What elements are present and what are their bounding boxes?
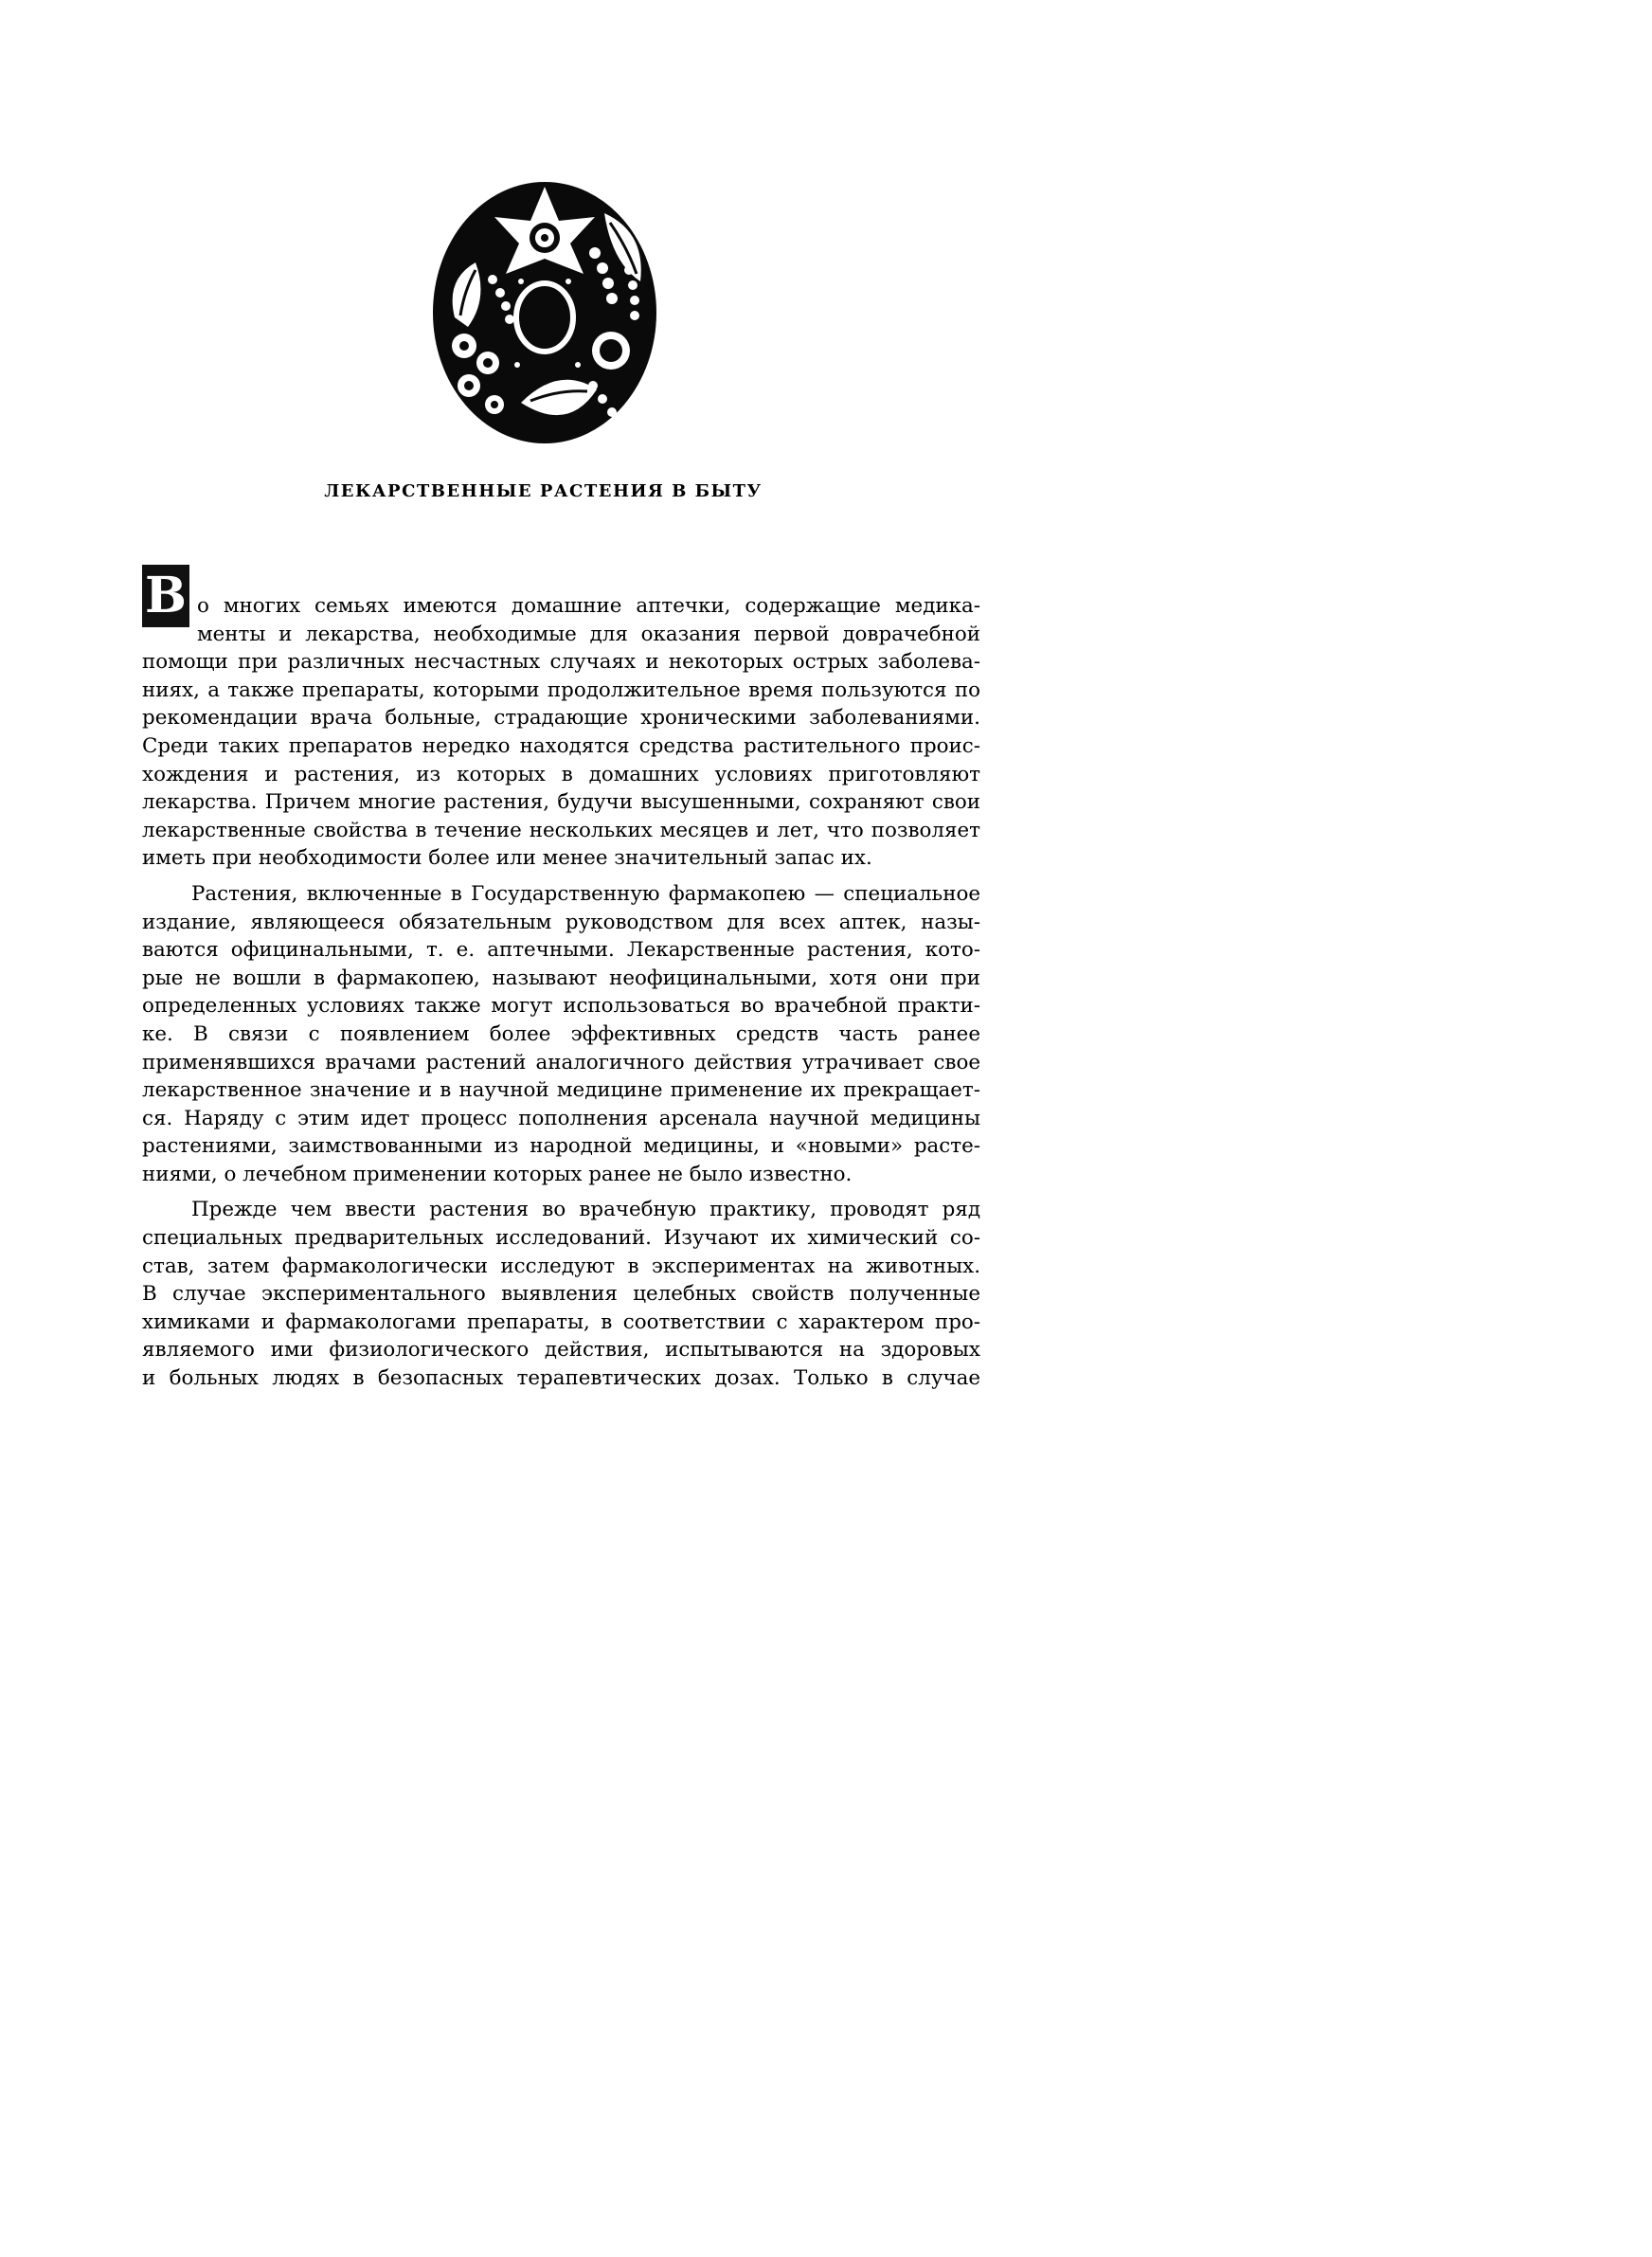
text-line: Растения, включенные в Государственную фармакопею — специальное — [191, 881, 980, 906]
text-line: и больных людях в безопасных терапевтических дозах. Только в случае — [142, 1366, 980, 1391]
text-line: определенных условиях также могут использоваться во врачебной практи- — [142, 994, 980, 1019]
text-line: ся. Наряду с этим идет процесс пополнения арсенала научной медицины — [142, 1106, 980, 1130]
text-line: помощи при различных несчастных случаях и некоторых острых заболева- — [142, 650, 980, 675]
text-line: лекарственные свойства в течение нескольких месяцев и лет, что позволяет — [142, 818, 980, 842]
book-page — [0, 0, 1086, 1483]
text-line: ваются официнальными, т. е. аптечными. Лекарственные растения, кото- — [142, 938, 980, 963]
text-line: рекомендации врача больные, страдающие хроническими заболеваниями. — [142, 706, 980, 731]
text-line: став, затем фармакологически исследуют в экспериментах на животных. — [142, 1254, 980, 1278]
text-line: о многих семьях имеются домашние аптечки, содержащие медика- — [197, 594, 980, 618]
text-line: издание, являющееся обязательным руководством для всех аптек, назы- — [142, 910, 980, 934]
text-line: являемого ими физиологического действия, испытываются на здоровых — [142, 1338, 980, 1363]
text-line: применявшихся врачами растений аналогичного действия утрачивает свое — [142, 1050, 980, 1074]
text-line: Среди таких препаратов нередко находятся средства растительного проис- — [142, 733, 980, 758]
text-line: лекарства. Причем многие растения, будучи высушенными, сохраняют свои — [142, 790, 980, 815]
drop-cap: В — [142, 565, 189, 627]
text-line: растениями, заимствованными из народной медицины, и «новыми» расте- — [142, 1134, 980, 1159]
paragraph-3 — [142, 1196, 980, 1392]
text-line: лекарственное значение и в научной медицине применение их прекращает- — [142, 1078, 980, 1103]
text-line: менты и лекарства, необходимые для оказания первой доврачебной — [197, 622, 980, 646]
text-line: ниями, о лечебном применении которых ранее не было известно. — [142, 1162, 853, 1186]
text-line: хождения и растения, из которых в домашних условиях приготовляют — [142, 762, 980, 786]
paragraph-1 — [142, 592, 980, 873]
text-line: химиками и фармакологами препараты, в соответствии с характером про- — [142, 1309, 980, 1334]
text-line: Прежде чем ввести растения во врачебную практику, проводят ряд — [191, 1198, 980, 1222]
paragraph-2 — [142, 880, 980, 1189]
text-line: ке. В связи с появлением более эффективных средств часть ранее — [142, 1021, 980, 1046]
text-line: рые не вошли в фармакопею, называют неофицинальными, хотя они при — [142, 966, 980, 990]
text-line: В случае экспериментального выявления целебных свойств полученные — [142, 1282, 980, 1307]
chapter-title: ЛЕКАРСТВЕННЫЕ РАСТЕНИЯ В БЫТУ — [324, 481, 763, 501]
text-line: специальных предварительных исследований. Изучают их химический со- — [142, 1226, 980, 1251]
body-text — [142, 592, 980, 1393]
text-line: ниях, а также препараты, которыми продолжительное время пользуются по — [142, 677, 980, 702]
text-line: иметь при необходимости более или менее значительный запас их. — [142, 846, 872, 871]
floral-ornament-icon — [426, 175, 663, 450]
